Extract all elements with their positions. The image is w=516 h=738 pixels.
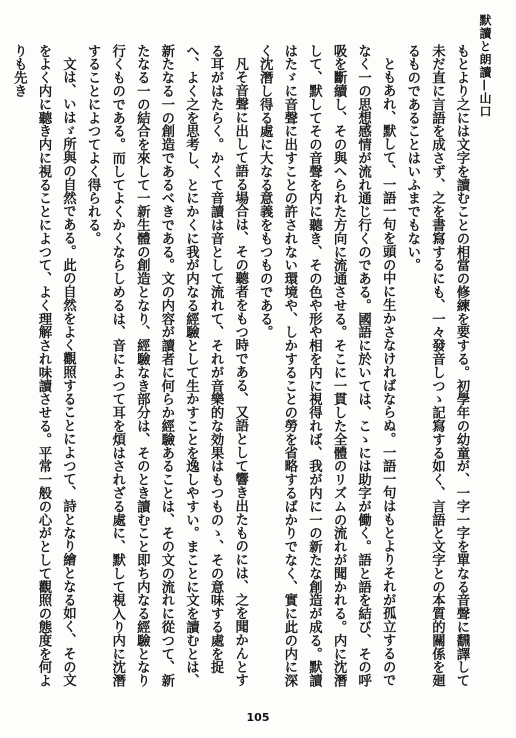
- paragraph: 文は、いはゞ所與の自然である。此の自然をよく觀照することによつて、詩となり繪となる如く、その文をよく内に聽き内に視ることによつて、よく理解され味讀させる。平常一般の心がとして觀照の態度を何よりも先き: [11, 44, 77, 688]
- page-number: 105: [246, 711, 270, 724]
- running-header: 默讀と朗讀—山口: [478, 14, 492, 118]
- body-text: [11, 44, 474, 692]
- paragraph: 凡そ音聲に出して語る場合は、その聽者をもつ時である、又語として響き出たものには、之を聞かんとする耳がはたらく。かくて音讀は音として流れて、それが音樂的な効果はもつものゝ、その意味する處を捉へ、よく之を思考し、とにかくに我が内なる經驗として生かすことを逸しやすい。まことに文を讀むとは、新たなる一の創造であるべきである。文の内容が讀者に何らか經驗あることは、その文の流れに從つて、新たなる一の結合を來して一新生體の創造となり、經驗なき部分は、そのとき讀むこと即ち内なる經驗となり行くものである。而してよくかくならしめるは、音によつて耳を煩はされざる處に、默して視入り内に沈潛することによつてよく得られる。: [85, 44, 249, 688]
- paragraph: ともあれ、默して、一語一句を頭の中に生かさなければならぬ。一語一句はもとよりそれが孤立するのでなく一の思想感情が流れ通じ行くのである。國語に於いては、こゝには助字が働く。語と語を結び、その呼吸を斷續し、その與へられた方向に流通させる。そこに一貫した全體のリズムの流れが聞かれる。内に沈潛して、默してその音聲を内に聽き、その色や形や相を内に視得れば、我が内に一の新たな創造が成る。默讀はたゞに音聲に出すことの許されない環境や、しかすることの勞を省略するばかりでなく、實に此の内に深く沈潛し得る處に大なる意義をもつものである。: [257, 44, 397, 688]
- paragraph: もとより之には文字を讀むことの相當の修練を要する。初學年の幼童が、一字一字を單なる音聲に飜譯して未だ直に言語を成さず、之を書寫するにも、一々發音しつゝ記寫する如く、言語と文字との本質的關係を廻るものであることはいふまでもない。: [404, 44, 470, 688]
